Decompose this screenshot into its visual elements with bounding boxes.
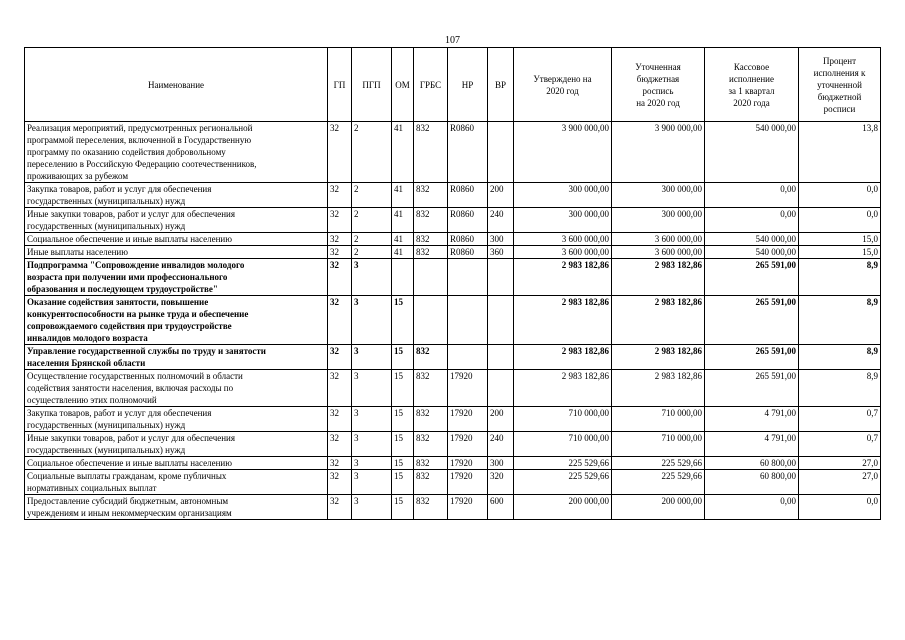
header-name: Наименование — [25, 48, 328, 122]
table-row — [25, 470, 881, 495]
header-cash-line: за 1 квартал — [728, 85, 775, 96]
cell-grbs: 832 — [414, 345, 448, 370]
cell-gp: 32 — [328, 370, 352, 407]
cell-gp: 32 — [328, 259, 352, 296]
cell-om: 41 — [392, 183, 414, 208]
cell-nr: R0860 — [448, 246, 488, 259]
cell-pgp: 3 — [352, 407, 392, 432]
cell-om: 15 — [392, 457, 414, 470]
cell-om: 41 — [392, 246, 414, 259]
cell-pgp: 3 — [352, 345, 392, 370]
budget-table — [24, 47, 881, 520]
cell-name-line: сопровождаемого содействия при трудоустройстве — [27, 321, 232, 331]
cell-name — [25, 370, 328, 407]
header-np: НР — [448, 48, 488, 122]
cell-pgp: 2 — [352, 246, 392, 259]
cell-vr: 320 — [488, 470, 514, 495]
header-cash-line: исполнение — [729, 73, 774, 84]
cell-name-line: Осуществление государственных полномочий в области — [27, 371, 243, 381]
cell-nr — [448, 345, 488, 370]
table-row — [25, 208, 881, 233]
header-vr: ВР — [488, 48, 514, 122]
cell-name-line: Закупка товаров, работ и услуг для обеспечения — [27, 184, 212, 194]
cell-name-line: возраста при получении ими профессионального — [27, 272, 228, 282]
cell-name-line: программой переселения, включенной в Государственную — [27, 135, 252, 145]
cell-name-line: инвалидов молодого возраста — [27, 333, 148, 343]
cell-cash: 540 000,00 — [705, 122, 799, 183]
cell-pgp: 3 — [352, 457, 392, 470]
header-approved-line: 2020 год — [546, 85, 579, 96]
cell-grbs: 832 — [414, 370, 448, 407]
cell-grbs: 832 — [414, 208, 448, 233]
cell-refined: 3 900 000,00 — [612, 122, 705, 183]
table-row — [25, 183, 881, 208]
cell-name — [25, 122, 328, 183]
table-row — [25, 432, 881, 457]
cell-name — [25, 407, 328, 432]
cell-grbs — [414, 296, 448, 345]
cell-approved: 225 529,66 — [514, 457, 612, 470]
cell-approved: 3 900 000,00 — [514, 122, 612, 183]
cell-refined: 300 000,00 — [612, 183, 705, 208]
cell-om: 15 — [392, 370, 414, 407]
cell-cash: 4 791,00 — [705, 432, 799, 457]
cell-name — [25, 495, 328, 520]
cell-om — [392, 259, 414, 296]
cell-name-line: Иные закупки товаров, работ и услуг для обеспечения — [27, 209, 235, 219]
cell-cash: 4 791,00 — [705, 407, 799, 432]
cell-name — [25, 296, 328, 345]
header-refined-line: на 2020 год — [636, 97, 680, 108]
header-cash-line: 2020 года — [733, 97, 770, 108]
cell-gp: 32 — [328, 296, 352, 345]
cell-name-line: Предоставление субсидий бюджетным, автономным — [27, 496, 229, 506]
cell-name-line: Реализация мероприятий, предусмотренных региональной — [27, 123, 253, 133]
header-percent-line: исполнения к — [813, 67, 866, 78]
header-cash — [705, 48, 799, 122]
cell-gp: 32 — [328, 470, 352, 495]
cell-gp: 32 — [328, 407, 352, 432]
cell-name-line: государственных (муниципальных) нужд — [27, 196, 186, 206]
cell-cash: 0,00 — [705, 208, 799, 233]
cell-pgp: 3 — [352, 259, 392, 296]
cell-approved: 710 000,00 — [514, 407, 612, 432]
header-refined-line: бюджетная — [636, 73, 680, 84]
cell-refined: 710 000,00 — [612, 432, 705, 457]
cell-nr: 17920 — [448, 407, 488, 432]
cell-nr: R0860 — [448, 233, 488, 246]
table-row — [25, 345, 881, 370]
cell-vr: 600 — [488, 495, 514, 520]
cell-name-line: государственных (муниципальных) нужд — [27, 221, 186, 231]
cell-percent: 0,0 — [799, 495, 881, 520]
cell-grbs: 832 — [414, 495, 448, 520]
cell-approved: 3 600 000,00 — [514, 233, 612, 246]
cell-refined: 3 600 000,00 — [612, 246, 705, 259]
cell-nr: R0860 — [448, 122, 488, 183]
cell-approved: 300 000,00 — [514, 183, 612, 208]
cell-vr: 300 — [488, 233, 514, 246]
cell-percent: 8,9 — [799, 259, 881, 296]
cell-grbs — [414, 259, 448, 296]
cell-refined: 300 000,00 — [612, 208, 705, 233]
header-om: ОМ — [392, 48, 414, 122]
table-row — [25, 370, 881, 407]
table-row — [25, 233, 881, 246]
cell-grbs: 832 — [414, 233, 448, 246]
cell-refined: 200 000,00 — [612, 495, 705, 520]
cell-vr: 200 — [488, 407, 514, 432]
header-percent — [799, 48, 881, 122]
header-percent-line: Процент — [822, 55, 857, 66]
cell-cash: 265 591,00 — [705, 296, 799, 345]
cell-om: 15 — [392, 470, 414, 495]
cell-vr — [488, 296, 514, 345]
cell-nr: 17920 — [448, 470, 488, 495]
cell-pgp: 2 — [352, 183, 392, 208]
cell-gp: 32 — [328, 183, 352, 208]
cell-cash: 0,00 — [705, 183, 799, 208]
cell-approved: 2 983 182,86 — [514, 296, 612, 345]
cell-nr — [448, 296, 488, 345]
cell-vr — [488, 345, 514, 370]
cell-name — [25, 208, 328, 233]
cell-approved: 2 983 182,86 — [514, 370, 612, 407]
cell-name — [25, 457, 328, 470]
table-header — [25, 48, 881, 122]
table-row — [25, 122, 881, 183]
cell-name-line: проживающих за рубежом — [27, 171, 129, 181]
cell-grbs: 832 — [414, 183, 448, 208]
cell-om: 41 — [392, 122, 414, 183]
cell-gp: 32 — [328, 457, 352, 470]
header-approved-line: Утверждено на — [533, 73, 592, 84]
cell-name-line: Социальное обеспечение и иные выплаты населению — [27, 458, 232, 468]
cell-percent: 0,7 — [799, 407, 881, 432]
cell-vr — [488, 122, 514, 183]
cell-cash: 265 591,00 — [705, 345, 799, 370]
cell-vr: 300 — [488, 457, 514, 470]
cell-vr — [488, 370, 514, 407]
cell-pgp: 3 — [352, 470, 392, 495]
cell-approved: 300 000,00 — [514, 208, 612, 233]
cell-approved: 710 000,00 — [514, 432, 612, 457]
cell-name — [25, 259, 328, 296]
cell-grbs: 832 — [414, 407, 448, 432]
cell-name-line: осуществлению этих полномочий — [27, 395, 157, 405]
cell-name-line: государственных (муниципальных) нужд — [27, 420, 186, 430]
cell-cash: 60 800,00 — [705, 470, 799, 495]
cell-approved: 3 600 000,00 — [514, 246, 612, 259]
cell-name-line: государственных (муниципальных) нужд — [27, 445, 186, 455]
cell-name-line: Иные выплаты населению — [27, 247, 128, 257]
cell-gp: 32 — [328, 495, 352, 520]
header-refined — [612, 48, 705, 122]
page-number: 107 — [445, 35, 460, 46]
cell-percent: 27,0 — [799, 457, 881, 470]
cell-name-line: конкурентоспособности на рынке труда и обеспечение — [27, 309, 249, 319]
cell-pgp: 2 — [352, 208, 392, 233]
cell-percent: 0,0 — [799, 208, 881, 233]
cell-refined: 2 983 182,86 — [612, 345, 705, 370]
cell-refined: 2 983 182,86 — [612, 296, 705, 345]
cell-om: 41 — [392, 233, 414, 246]
cell-name-line: Закупка товаров, работ и услуг для обеспечения — [27, 408, 212, 418]
cell-pgp: 3 — [352, 370, 392, 407]
cell-refined: 3 600 000,00 — [612, 233, 705, 246]
cell-name — [25, 183, 328, 208]
cell-pgp: 2 — [352, 122, 392, 183]
cell-nr: 17920 — [448, 370, 488, 407]
cell-grbs: 832 — [414, 470, 448, 495]
cell-gp: 32 — [328, 345, 352, 370]
cell-nr: 17920 — [448, 457, 488, 470]
cell-om: 15 — [392, 345, 414, 370]
cell-grbs: 832 — [414, 432, 448, 457]
cell-cash: 0,00 — [705, 495, 799, 520]
cell-grbs: 832 — [414, 457, 448, 470]
cell-om: 15 — [392, 407, 414, 432]
cell-vr: 240 — [488, 432, 514, 457]
cell-percent: 8,9 — [799, 370, 881, 407]
cell-percent: 15,0 — [799, 233, 881, 246]
cell-cash: 540 000,00 — [705, 246, 799, 259]
cell-om: 15 — [392, 495, 414, 520]
header-refined-line: роспись — [642, 85, 674, 96]
cell-name-line: Подпрограмма "Сопровождение инвалидов молодого — [27, 260, 245, 270]
header-percent-line: росписи — [823, 103, 856, 114]
cell-percent: 0,7 — [799, 432, 881, 457]
cell-nr: R0860 — [448, 208, 488, 233]
cell-refined: 2 983 182,86 — [612, 370, 705, 407]
cell-approved: 200 000,00 — [514, 495, 612, 520]
cell-vr: 360 — [488, 246, 514, 259]
cell-vr — [488, 259, 514, 296]
cell-name — [25, 345, 328, 370]
cell-om: 41 — [392, 208, 414, 233]
cell-approved: 2 983 182,86 — [514, 345, 612, 370]
cell-name-line: населения Брянской области — [27, 358, 146, 368]
cell-pgp: 2 — [352, 233, 392, 246]
header-gp: ГП — [328, 48, 352, 122]
cell-nr: 17920 — [448, 495, 488, 520]
cell-nr: 17920 — [448, 432, 488, 457]
table-row — [25, 259, 881, 296]
cell-refined: 225 529,66 — [612, 457, 705, 470]
cell-percent: 27,0 — [799, 470, 881, 495]
cell-percent: 15,0 — [799, 246, 881, 259]
cell-pgp: 3 — [352, 296, 392, 345]
cell-vr: 200 — [488, 183, 514, 208]
cell-approved: 2 983 182,86 — [514, 259, 612, 296]
cell-refined: 225 529,66 — [612, 470, 705, 495]
cell-percent: 8,9 — [799, 345, 881, 370]
cell-vr: 240 — [488, 208, 514, 233]
cell-name-line: образования и последующем трудоустройстве" — [27, 284, 218, 294]
cell-name-line: Оказание содействия занятости, повышение — [27, 297, 209, 307]
cell-cash: 540 000,00 — [705, 233, 799, 246]
cell-name-line: учреждениям и иным некоммерческим организациям — [27, 508, 232, 518]
cell-refined: 710 000,00 — [612, 407, 705, 432]
cell-nr: R0860 — [448, 183, 488, 208]
cell-name-line: Иные закупки товаров, работ и услуг для обеспечения — [27, 433, 235, 443]
table-body — [25, 122, 881, 520]
cell-gp: 32 — [328, 432, 352, 457]
cell-refined: 2 983 182,86 — [612, 259, 705, 296]
cell-cash: 60 800,00 — [705, 457, 799, 470]
cell-grbs: 832 — [414, 122, 448, 183]
cell-grbs: 832 — [414, 246, 448, 259]
cell-name-line: программу по оказанию содействия добровольному — [27, 147, 226, 157]
cell-pgp: 3 — [352, 495, 392, 520]
cell-om: 15 — [392, 432, 414, 457]
cell-om: 15 — [392, 296, 414, 345]
cell-cash: 265 591,00 — [705, 370, 799, 407]
cell-name-line: переселению в Российскую Федерацию соотечественников, — [27, 159, 257, 169]
cell-name — [25, 233, 328, 246]
cell-name — [25, 246, 328, 259]
header-percent-line: уточненной — [817, 79, 862, 90]
cell-gp: 32 — [328, 122, 352, 183]
table-row — [25, 296, 881, 345]
cell-nr — [448, 259, 488, 296]
header-ppgp: ПГП — [352, 48, 392, 122]
cell-name-line: Управление государственной службы по труду и занятости — [27, 346, 266, 356]
cell-name-line: содействия занятости населения, включая расходы по — [27, 383, 234, 393]
cell-name-line: Социальные выплаты гражданам, кроме публичных — [27, 471, 227, 481]
cell-name-line: нормативных социальных выплат — [27, 483, 157, 493]
header-approved — [514, 48, 612, 122]
cell-percent: 13,8 — [799, 122, 881, 183]
cell-name — [25, 470, 328, 495]
table-row — [25, 407, 881, 432]
cell-name-line: Социальное обеспечение и иные выплаты населению — [27, 234, 232, 244]
table-row — [25, 246, 881, 259]
cell-gp: 32 — [328, 246, 352, 259]
cell-pgp: 3 — [352, 432, 392, 457]
table-row — [25, 457, 881, 470]
cell-name — [25, 432, 328, 457]
header-cash-line: Кассовое — [733, 61, 770, 72]
table-row — [25, 495, 881, 520]
cell-percent: 0,0 — [799, 183, 881, 208]
header-refined-line: Уточненная — [635, 61, 681, 72]
cell-percent: 8,9 — [799, 296, 881, 345]
cell-approved: 225 529,66 — [514, 470, 612, 495]
cell-gp: 32 — [328, 233, 352, 246]
header-percent-line: бюджетной — [817, 91, 862, 102]
header-grbs: ГРБС — [414, 48, 448, 122]
cell-cash: 265 591,00 — [705, 259, 799, 296]
cell-gp: 32 — [328, 208, 352, 233]
